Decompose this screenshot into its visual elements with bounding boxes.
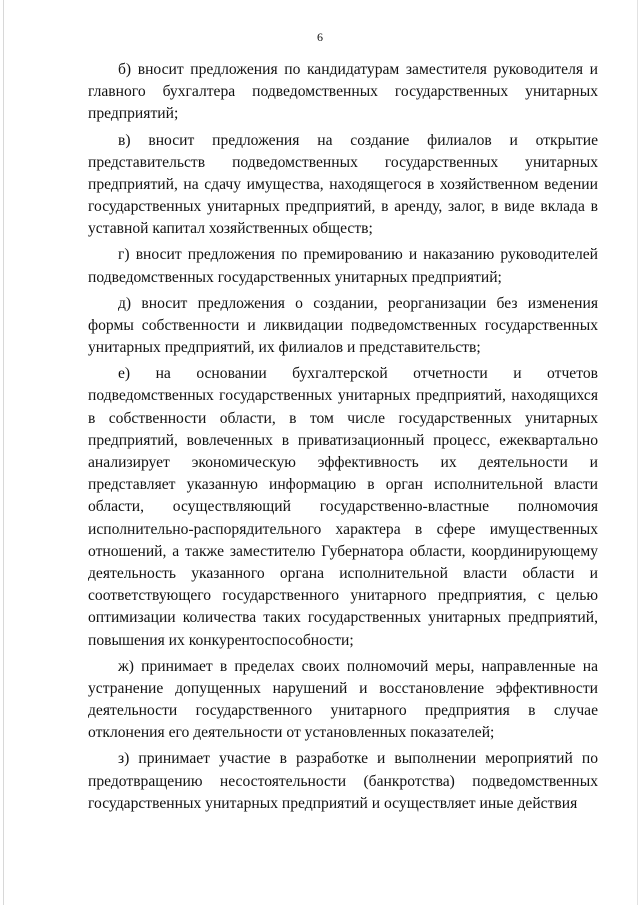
scan-edge-left [3, 0, 4, 905]
document-body [88, 59, 598, 815]
paragraph-b: б) вносит предложения по кандидатурам заместителя руководителя и главного бухгалтера подведомственных государственных унитарных предприятий; [88, 61, 598, 123]
page-number: 6 [317, 30, 323, 44]
paragraph-g: г) вносит предложения по премированию и наказанию руководителей подведомственных государственных унитарных предприятий; [88, 246, 598, 286]
paragraph-d: д) вносит предложения о создании, реорганизации без изменения формы собственности и ликвидации подведомственных государственных унитарных предприятий, их филиалов и представительств; [88, 294, 598, 357]
paragraph-zh: ж) принимает в пределах своих полномочий меры, направленные на устранение допущенных нарушений и восстановление эффективности деятельности государственного унитарного предприятия в случае отклонения его деятельности от установленных показателей; [88, 657, 598, 742]
paragraph-e: е) на основании бухгалтерской отчетности и отчетов подведомственных государственных унитарных предприятий, находящихся в собственности области, в том числе государственных унитарных предприятий, вовлеченных в приватизационный процесс, ежеквартально анализирует экономическую эффективность их деятельности и представляет указанную информацию в орган исполнительной власти области, осуществляющий государственно-властные полномочия исполнительно-распорядительного характера в сфере имущественных отношений, а также заместителю Губернатора области, координирующему деятельность указанного органа исполнительной власти области и соответствующего государственного унитарного предприятия, с целью оптимизации количества таких государственных унитарных предприятий, повышения их конкурентоспособности; [88, 365, 598, 649]
paragraph-v: в) вносит предложения на создание филиалов и открытие представительств подведомственных государственных унитарных предприятий, на сдачу имущества, находящегося в хозяйственном ведении государственных унитарных предприятий, в аренду, залог, в виде вклада в уставной капитал хозяйственных обществ; [88, 131, 598, 238]
scan-edge-right [637, 0, 638, 905]
paragraph-z: з) принимает участие в разработке и выполнении мероприятий по предотвращению несостоятельности (банкротства) подведомственных государственных унитарных предприятий и осуществляет иные действия [88, 750, 598, 812]
